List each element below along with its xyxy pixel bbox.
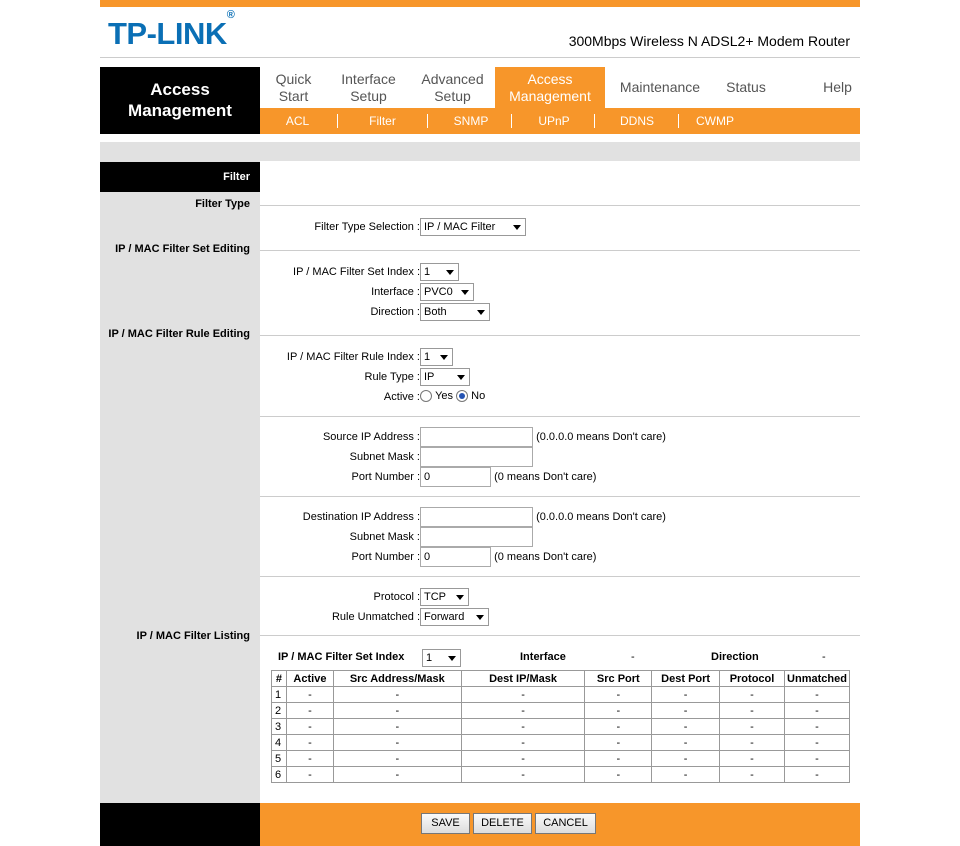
col-header: Protocol [720,671,785,687]
table-row [272,751,850,767]
table-cell: - [720,703,785,719]
interface-ctl [420,283,474,301]
table-row [272,767,850,783]
cancel-button[interactable]: CANCEL [535,813,596,834]
subnav-separator [511,114,512,128]
table-cell: 2 [272,703,287,719]
table-cell: 1 [272,687,287,703]
dst-port-label: Port Number : [351,551,420,563]
active-yes-radio[interactable] [420,390,432,402]
model-name: 300Mbps Wireless N ADSL2+ Modem Router [568,33,850,49]
router-page [100,0,860,846]
nav-advanced-setup[interactable]: Advanced Setup [421,71,484,104]
subnav-snmp[interactable]: SNMP [453,114,489,128]
active-ctl [420,390,485,402]
subnav-filter[interactable]: Filter [369,114,396,128]
src-ip-ctl [420,427,666,447]
table-cell: 5 [272,751,287,767]
table-cell: - [720,719,785,735]
table-cell: - [784,751,849,767]
table-cell: - [333,687,461,703]
table-cell: - [652,719,720,735]
table-cell: 3 [272,719,287,735]
direction-select[interactable]: Both [420,303,490,321]
dst-port-ctl [420,547,596,567]
table-cell: - [286,767,333,783]
divider [260,496,860,497]
set-index-label: IP / MAC Filter Set Index : [293,266,420,278]
dst-port-input[interactable]: 0 [420,547,491,567]
table-cell: - [286,735,333,751]
listing-interface-label: Interface [520,651,566,663]
left-label-column [100,161,260,803]
src-port-note: (0 means Don't care) [494,471,597,483]
table-cell: - [333,735,461,751]
unmatched-ctl [420,608,489,626]
gray-spacer-band [100,142,860,161]
nav-interface-setup[interactable]: Interface Setup [341,71,396,104]
dst-ip-label: Destination IP Address : [302,511,420,523]
table-cell: - [720,751,785,767]
direction-label: Direction : [370,306,420,318]
nav-help[interactable]: Help [823,79,852,95]
table-cell: - [652,687,720,703]
col-header: Src Port [585,671,652,687]
subnav-ddns[interactable]: DDNS [619,114,654,128]
dst-mask-label: Subnet Mask : [349,531,420,543]
chevron-down-icon [457,375,465,380]
chevron-down-icon [446,270,454,275]
table-cell: - [585,767,652,783]
divider [260,416,860,417]
filter-type-ctl [420,218,526,236]
unmatched-select[interactable]: Forward [420,608,489,626]
rule-index-select[interactable]: 1 [420,348,453,366]
protocol-select[interactable]: TCP [420,588,469,606]
table-row [272,687,850,703]
subnav-separator [337,114,338,128]
table-cell: - [652,767,720,783]
src-mask-label: Subnet Mask : [349,451,420,463]
table-cell: 4 [272,735,287,751]
footer-left [100,803,260,846]
table-cell: - [461,703,585,719]
src-ip-input[interactable] [420,427,533,447]
tp-link-logo: TP-LINK® [108,8,235,51]
divider [260,576,860,577]
src-mask-input[interactable] [420,447,533,467]
table-cell: - [784,719,849,735]
protocol-ctl [420,588,469,606]
subnav-separator [427,114,428,128]
active-label: Active : [383,391,420,403]
protocol-label: Protocol : [373,591,420,603]
rule-type-label: Rule Type : [364,371,420,383]
subnav-cwmp[interactable]: CWMP [696,114,734,128]
listing-interface-value: - [631,651,635,663]
table-cell: - [461,719,585,735]
dst-mask-input[interactable] [420,527,533,547]
src-ip-note: (0.0.0.0 means Don't care) [536,431,666,443]
divider [260,250,860,251]
col-header: Dest Port [652,671,720,687]
table-cell: - [720,735,785,751]
table-cell: 6 [272,767,287,783]
chevron-down-icon [448,656,456,661]
table-cell: - [585,751,652,767]
direction-ctl [420,303,490,321]
table-cell: - [461,751,585,767]
table-cell: - [286,719,333,735]
table-cell: - [784,687,849,703]
section-set-editing: IP / MAC Filter Set Editing [115,243,250,255]
table-cell: - [461,767,585,783]
save-button[interactable]: SAVE [421,813,470,834]
table-cell: - [652,751,720,767]
table-cell: - [652,703,720,719]
col-header: # [272,671,287,687]
table-cell: - [461,687,585,703]
table-cell: - [333,703,461,719]
table-cell: - [333,767,461,783]
col-header: Src Address/Mask [333,671,461,687]
chevron-down-icon [476,615,484,620]
rule-index-ctl [420,348,453,366]
nav-status[interactable]: Status [726,79,766,95]
table-cell: - [585,703,652,719]
top-accent-bar [100,0,860,7]
subnav-separator [594,114,595,128]
divider [260,205,860,206]
subnav-separator [678,114,679,128]
table-cell: - [461,735,585,751]
active-no-label: No [471,390,486,403]
table-cell: - [652,735,720,751]
src-port-input[interactable]: 0 [420,467,491,487]
dst-ip-note: (0.0.0.0 means Don't care) [536,511,666,523]
active-no-radio[interactable] [456,390,468,402]
listing-set-index-select[interactable]: 1 [422,649,461,667]
chevron-down-icon [477,310,485,315]
chevron-down-icon [456,595,464,600]
table-header-row [272,671,850,687]
table-row [272,735,850,751]
filter-type-label: Filter Type Selection : [314,221,420,233]
set-index-ctl [420,263,459,281]
unmatched-label: Rule Unmatched : [331,611,420,623]
table-cell: - [333,719,461,735]
table-cell: - [720,767,785,783]
filter-listing-table [271,670,850,783]
chevron-down-icon [461,290,469,295]
col-header: Unmatched [784,671,849,687]
filter-heading: Filter [100,162,260,192]
rule-type-ctl [420,368,470,386]
listing-direction-value: - [822,651,826,663]
dst-mask-ctl [420,527,533,547]
src-port-ctl [420,467,596,487]
interface-select[interactable]: PVC0 [420,283,474,301]
nav-quick-start[interactable]: Quick Start [275,71,312,104]
nav-maintenance[interactable]: Maintenance [619,79,701,95]
table-cell: - [784,735,849,751]
table-cell: - [585,687,652,703]
rule-type-select[interactable]: IP [420,368,470,386]
nav-access-management[interactable]: Access Management [495,67,605,108]
sub-nav [260,108,860,134]
table-cell: - [720,687,785,703]
section-filter-type: Filter Type [195,198,250,210]
main-nav [260,67,860,108]
chevron-down-icon [513,225,521,230]
table-cell: - [286,687,333,703]
table-cell: - [286,703,333,719]
table-cell: - [286,751,333,767]
divider [260,335,860,336]
src-port-label: Port Number : [351,471,420,483]
dst-ip-ctl [420,507,666,527]
section-listing: IP / MAC Filter Listing [136,630,250,642]
table-cell: - [333,751,461,767]
section-title: Access Management [100,67,260,134]
src-mask-ctl [420,447,533,467]
src-ip-label: Source IP Address : [322,431,420,443]
table-cell: - [585,735,652,751]
table-cell: - [784,767,849,783]
listing-direction-label: Direction [711,651,759,663]
divider [260,635,860,636]
table-cell: - [585,719,652,735]
dst-ip-input[interactable] [420,507,533,527]
table-row [272,719,850,735]
header-divider [100,57,860,58]
chevron-down-icon [440,355,448,360]
filter-type-select[interactable]: IP / MAC Filter [420,218,526,236]
subnav-acl[interactable]: ACL [285,114,310,128]
delete-button[interactable]: DELETE [473,813,532,834]
rule-index-label: IP / MAC Filter Rule Index : [286,351,420,363]
subnav-upnp[interactable]: UPnP [538,114,570,128]
listing-header [278,649,860,667]
dst-port-note: (0 means Don't care) [494,551,597,563]
table-cell: - [784,703,849,719]
listing-set-index-label: IP / MAC Filter Set Index [278,651,405,663]
set-index-select[interactable]: 1 [420,263,459,281]
section-rule-editing: IP / MAC Filter Rule Editing [108,328,250,340]
active-yes-label: Yes [435,390,454,403]
registered-mark: ® [226,8,235,21]
col-header: Dest IP/Mask [461,671,585,687]
col-header: Active [286,671,333,687]
interface-label: Interface : [371,286,420,298]
table-row [272,703,850,719]
